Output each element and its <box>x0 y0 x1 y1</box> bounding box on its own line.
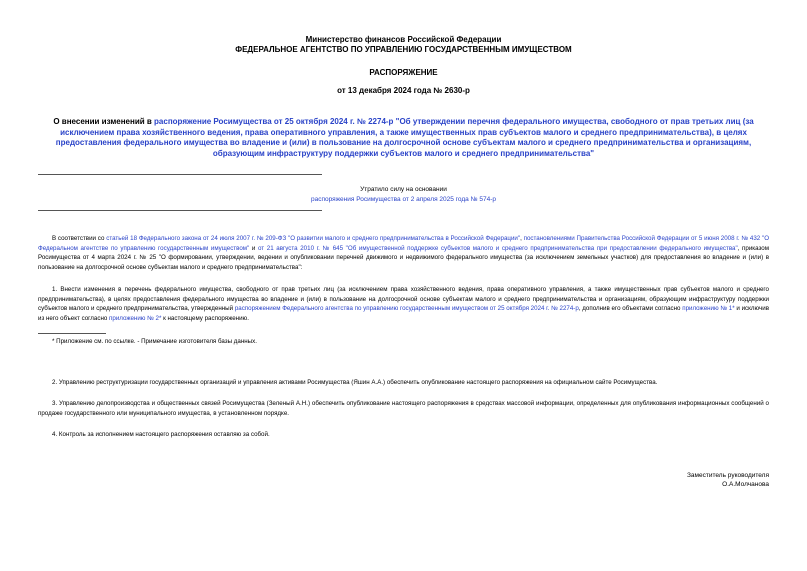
law-link[interactable]: статьей 18 Федерального закона от 24 июля 2007 г. № 209-ФЗ "О развитии малого и среднего предпринимательства в Российской Федерации" <box>106 235 521 242</box>
item1-text-4: к настоящему распоряжению. <box>161 314 249 322</box>
decree-645-link[interactable]: от 21 августа 2010 г. № 645 "Об имущественной поддержке субъектов малого и среднего предпринимательства при предоставлении федерального имущества" <box>257 244 738 252</box>
preamble-text-1: В соответствии со <box>52 235 107 242</box>
order-2274-link[interactable]: распоряжением Федерального агентства по управлению государственным имуществом от 25 октября 2024 г. № 2274-р <box>234 305 579 313</box>
preamble-text-3: и <box>249 244 258 252</box>
appendix-1-link[interactable]: приложению № 1* <box>682 305 735 313</box>
item1-text-1: 1. Внести изменения в перечень федерального имущества, свободного от прав третьих лиц (за исключением права хозяйственного ведения, права оперативного управления, а также имущественных прав субъектов малого и среднего предпринимательства), в целях предоставления федерального имущества во владение и (или) в пользование на долгосрочной основе субъектам малого и среднего предпринимательства и организациям, образующим инфраструктуру поддержки субъектов малого и среднего предпринимательства, утвержденный <box>38 286 769 313</box>
item1-text-2: , дополнив его объектами согласно <box>578 305 683 313</box>
preamble-paragraph <box>38 234 769 272</box>
item-4-paragraph: 4. Контроль за исполнением настоящего распоряжения оставляю за собой. <box>52 431 270 438</box>
divider-top <box>38 174 322 175</box>
signatory-position: Заместитель руководителя <box>687 472 769 479</box>
document-type: РАСПОРЯЖЕНИЕ <box>369 68 438 77</box>
document-date-number: от 13 декабря 2024 года № 2630-р <box>337 86 470 95</box>
subject-prefix: О внесении изменений в <box>53 117 155 126</box>
decree-432-link[interactable]: постановлениями Правительства Российской Федерации от 5 июня 2008 г. № 432 "О Федеральном агентстве по управлению государственным имуществом" <box>38 235 770 252</box>
lost-force-link[interactable]: распоряжения Росимущества от 2 апреля 2025 года № 574-р <box>311 196 496 203</box>
footnote-divider <box>38 333 106 334</box>
preamble-text-4: , приказом Росимущества от 4 марта 2024 г. № 25 "О формировании, утверждении, ведении и опубликовании перечней движимого и недвижимого федерального имущества (за исключением земельных участков) для предоставления во владение и (или) в пользование на долгосрочной основе субъектам малого и среднего предпринимательства": <box>38 244 769 271</box>
appendix-2-link[interactable]: приложению № 2* <box>109 314 162 322</box>
agency-name: ФЕДЕРАЛЬНОЕ АГЕНТСТВО ПО УПРАВЛЕНИЮ ГОСУДАРСТВЕННЫМ ИМУЩЕСТВОМ <box>235 45 572 54</box>
signatory-name: О.А.Молчанова <box>722 481 769 488</box>
subject-link[interactable]: распоряжение Росимущества от 25 октября 2024 г. № 2274-р "Об утверждении перечня федерального имущества, свободного от прав третьих лиц (за исключением права хозяйственного ведения, права оперативного управления, а также имущественных прав субъектов малого и среднего предпринимательства), в целях предоставления федерального имущества во владение и (или) в пользование на долгосрочной основе субъектам малого и среднего предпринимательства и организациям, образующим инфраструктуру поддержки субъектов малого и среднего предпринимательства" <box>55 117 754 158</box>
item-2-paragraph: 2. Управлению реструктуризации государственных организаций и управления активами Росимущества (Яшин А.А.) обеспечить опубликование настоящего распоряжения на официальном сайте Росимущества. <box>52 379 658 386</box>
item1-text-3: и исключив из него объект согласно <box>38 305 769 322</box>
footnote: * Приложение см. по ссылке. - Примечание изготовителя базы данных. <box>52 338 257 345</box>
lost-force-label: Утратило силу на основании <box>360 186 447 193</box>
document-subject <box>38 117 769 159</box>
divider-bottom <box>38 210 322 211</box>
item-1-paragraph <box>38 285 769 323</box>
preamble-text-2: , <box>520 235 524 242</box>
item-3-paragraph: 3. Управлению делопроизводства и общественных связей Росимущества (Зеленый А.Н.) обеспечить опубликование настоящего распоряжения в средствах массовой информации, определенных для опубликования информационных сообщений о продаже государственного или муниципального имущества, в установленном порядке. <box>38 400 769 417</box>
ministry-name: Министерство финансов Российской Федерации <box>305 35 502 44</box>
